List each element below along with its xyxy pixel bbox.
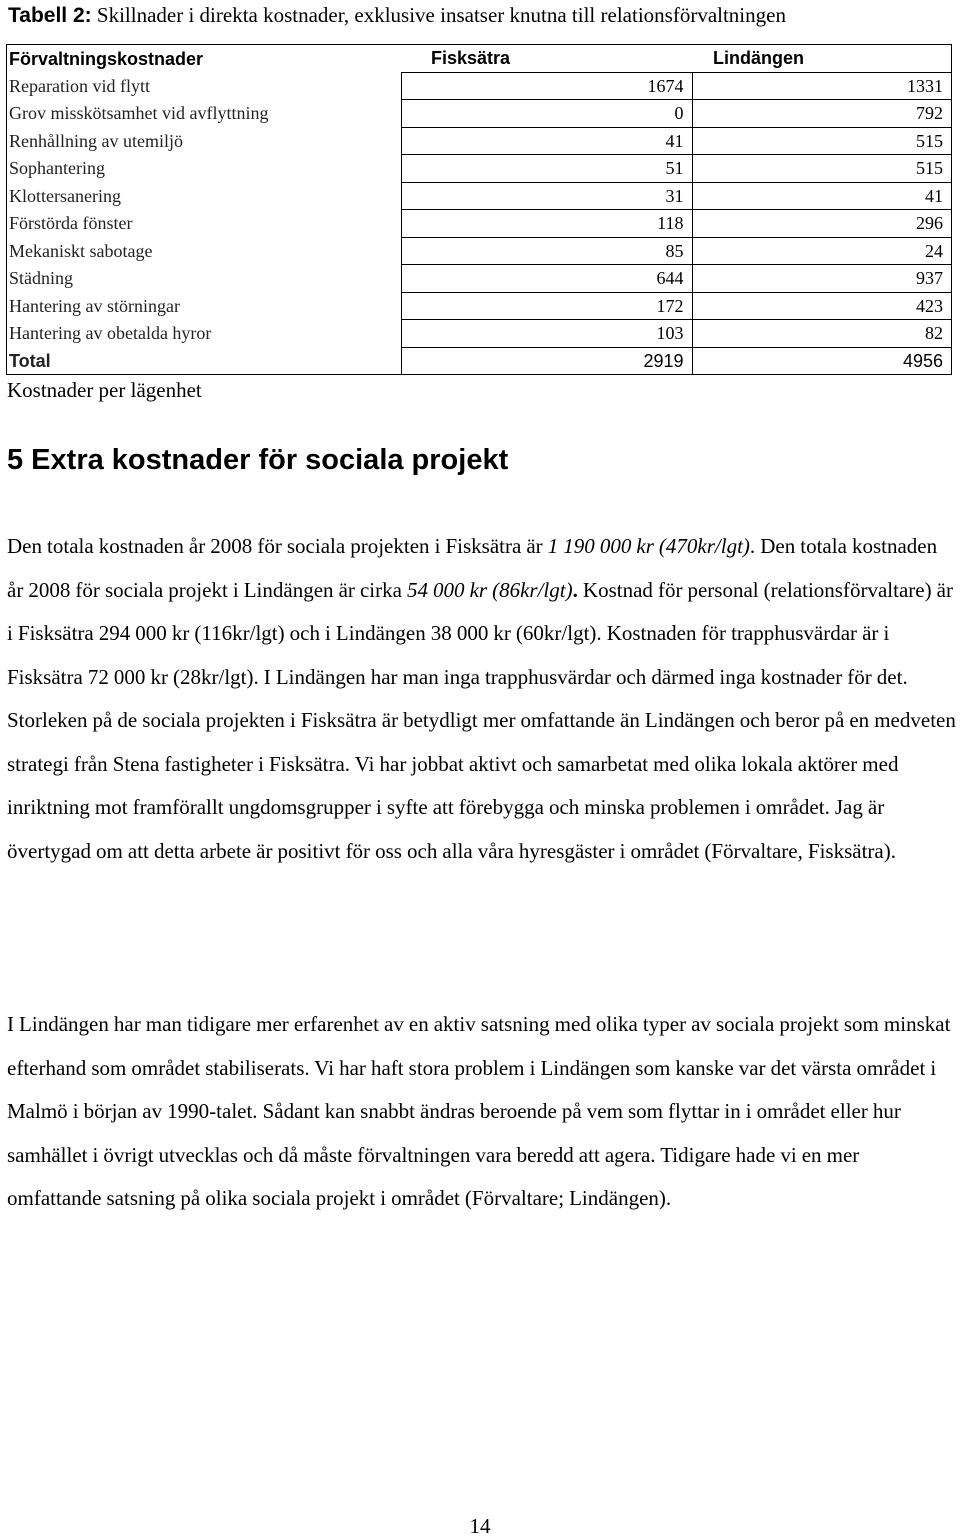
table-header-row [7,45,952,73]
row-label: Reparation vid flytt [7,72,402,100]
table-row [7,292,952,320]
paragraph-lindangen: I Lindängen har man tidigare mer erfarenhet av en aktiv satsning med olika typer av sociala projekt som minskat efterhand som området stabiliserats. Vi har haft stora problem i Lindängen som kanske var det värsta området i Malmö i början av 1990-talet. Sådant kan snabbt ändras beroende på vem som flyttar in i området eller hur samhället i övrigt utvecklas och då måste förvaltningen vara beredd att agera. Tidigare hade vi en mer omfattande satsning på olika sociala projekt i området (Förvaltare; Lindängen). [7,1012,951,1210]
paragraph1-fisksatra-cost: 1 190 000 kr (470kr/lgt) [547,534,750,558]
row-label: Hantering av obetalda hyror [7,320,402,348]
lindangen-value: 423 [692,292,952,320]
table-row [7,320,952,348]
section-heading: 5 Extra kostnader för sociala projekt [7,444,509,476]
lindangen-value: 515 [692,155,952,183]
row-label: Renhållning av utemiljö [7,127,402,155]
lindangen-value: 792 [692,100,952,128]
lindangen-value: 24 [692,237,952,265]
paragraph1-bold-period: . [572,577,578,602]
column-header-fisksatra: Fisksätra [401,45,692,73]
paragraph-fisksatra [7,525,957,873]
lindangen-value: 41 [692,182,952,210]
row-label: Klottersanering [7,182,402,210]
table-caption-text: Skillnader i direkta kostnader, exklusive insatser knutna till relationsförvaltningen [91,3,786,27]
row-label: Hantering av störningar [7,292,402,320]
fisksatra-value: 1674 [401,72,692,100]
fisksatra-value: 85 [401,237,692,265]
fisksatra-value: 0 [401,100,692,128]
fisksatra-value: 172 [401,292,692,320]
fisksatra-value: 103 [401,320,692,348]
lindangen-total: 4956 [692,347,952,375]
table-row [7,182,952,210]
lindangen-value: 1331 [692,72,952,100]
paragraph1-text-3: Kostnad för personal (relationsförvaltare) är i Fisksätra 294 000 kr (116kr/lgt) och i Lindängen 38 000 kr (60kr/lgt). Kostnaden för trapphusvärdar är i Fisksätra 72 000 kr (28kr/lgt). I Lindängen har man inga trapphusvärdar och därmed inga kostnader för det. Storleken på de sociala projekten i Fisksätra är betydligt mer omfattande än Lindängen och beror på en medveten strategi från Stena fastigheter i Fisksätra. Vi har jobbat aktivt och samarbetat med olika lokala aktörer med inriktning mot framförallt ungdomsgrupper i syfte att förebygga och minska problemen i området. Jag är övertygad om att detta arbete är positivt för oss och alla våra hyresgäster i området (Förvaltare, Fisksätra). [7,577,956,863]
paragraph1-lindangen-cost: 54 000 kr (86kr/lgt) [406,577,573,602]
total-label: Total [7,347,402,375]
column-header-cost-type: Förvaltningskostnader [7,45,402,73]
table-note: Kostnader per lägenhet [7,378,202,402]
fisksatra-value: 644 [401,265,692,293]
paragraph1-text-2: . Den totala kostnaden år 2008 för sociala projekt i Lindängen är cirka [7,534,938,602]
table-row [7,127,952,155]
row-label: Mekaniskt sabotage [7,237,402,265]
paragraph1-text-1: Den totala kostnaden år 2008 för sociala projekten i Fisksätra är [7,534,548,558]
cost-table [6,44,952,375]
row-label: Sophantering [7,155,402,183]
fisksatra-value: 31 [401,182,692,210]
table-caption-label: Tabell 2: [8,4,92,27]
page-number: 14 [469,1514,491,1538]
fisksatra-value: 118 [401,210,692,238]
table-row [7,100,952,128]
table-row [7,265,952,293]
table-row [7,237,952,265]
lindangen-value: 937 [692,265,952,293]
row-label: Förstörda fönster [7,210,402,238]
fisksatra-total: 2919 [401,347,692,375]
table-row [7,210,952,238]
table-row [7,72,952,100]
lindangen-value: 82 [692,320,952,348]
fisksatra-value: 41 [401,127,692,155]
row-label: Grov misskötsamhet vid avflyttning [7,100,402,128]
lindangen-value: 515 [692,127,952,155]
table-caption [8,2,786,29]
table-row [7,155,952,183]
lindangen-value: 296 [692,210,952,238]
fisksatra-value: 51 [401,155,692,183]
column-header-lindangen: Lindängen [692,45,952,73]
row-label: Städning [7,265,402,293]
table-total-row [7,347,952,375]
